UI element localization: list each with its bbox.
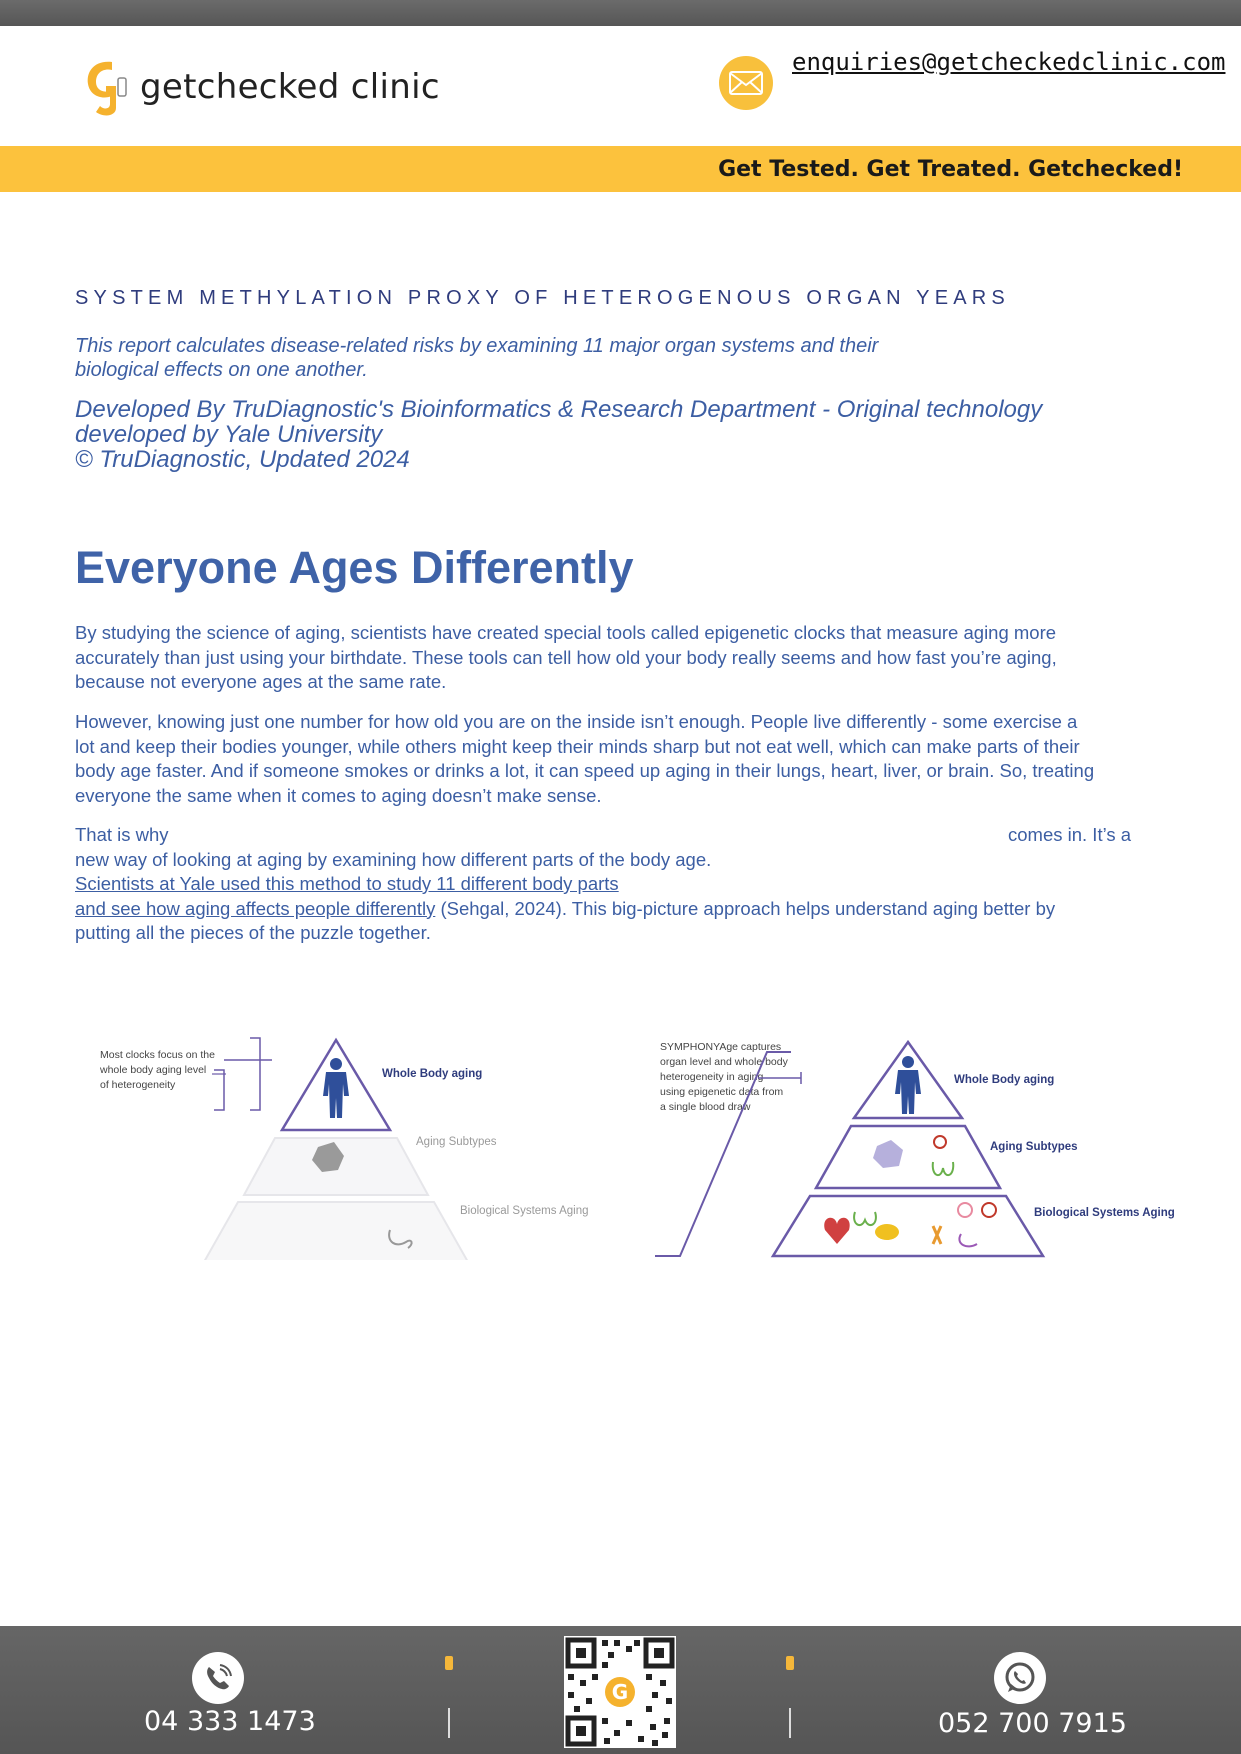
level-mid-label: Aging Subtypes: [416, 1136, 497, 1148]
figure-note-line: SYMPHONYAge captures: [660, 1041, 782, 1053]
paragraph-line: By studying the science of aging, scientists have created special tools called epigenetic clocks that measure aging more: [75, 622, 1057, 643]
logo-icon: [82, 56, 130, 118]
system-title: SYSTEM METHYLATION PROXY OF HETEROGENOUS ORGAN YEARS: [75, 287, 1010, 309]
paragraph-line: body age faster. And if someone smokes or drinks a lot, it can speed up aging in their lungs, heart, liver, or brain. So, treating: [75, 760, 1095, 781]
figure-note-line: Most clocks focus on the: [100, 1049, 215, 1061]
logo[interactable]: [82, 56, 440, 118]
developer-credit: [75, 397, 1105, 472]
whatsapp-button[interactable]: [994, 1652, 1046, 1704]
intro-line: biological effects on one another.: [75, 359, 368, 381]
figure-note-line: a single blood draw: [660, 1101, 751, 1113]
paragraph-line: new way of looking at aging by examining how different parts of the body age.: [75, 848, 712, 870]
level-bottom-label: Biological Systems Aging: [1034, 1207, 1175, 1219]
pyramid-left: [90, 1030, 610, 1260]
svg-text:G: G: [611, 1680, 629, 1704]
mail-button[interactable]: [719, 56, 773, 110]
paragraph-line: accurately than just using your birthdate. These tools can tell how old your body really seems and how fast you’re aging,: [75, 646, 1057, 668]
qr-code[interactable]: [564, 1636, 676, 1748]
figure-right: [655, 1030, 1175, 1270]
paragraph-2: [75, 710, 1185, 808]
intro-text: [75, 334, 975, 382]
level-top-label: Whole Body aging: [382, 1068, 483, 1080]
email-link[interactable]: enquiries@getcheckedclinic.com: [792, 48, 1226, 76]
figure-note-line: of heterogeneity: [100, 1079, 176, 1091]
paragraph-line: putting all the pieces of the puzzle together.: [75, 922, 431, 943]
developer-line: Developed By TruDiagnostic's Bioinformatics & Research Department - Original technology: [75, 396, 1043, 423]
paragraph-1: [75, 621, 1185, 695]
figure-note-line: organ level and whole body: [660, 1056, 788, 1068]
mail-icon: [729, 71, 763, 95]
paragraph-line: everyone the same when it comes to aging doesn’t make sense.: [75, 784, 602, 806]
paragraph-line: comes in. It’s a: [1008, 824, 1132, 845]
level-top-label: Whole Body aging: [954, 1074, 1055, 1086]
paragraph-line: because not everyone ages at the same rate.: [75, 671, 447, 692]
pyramid-right: [655, 1030, 1175, 1270]
figure-note-line: whole body aging level: [100, 1064, 207, 1076]
figure-note-line: using epigenetic data from: [660, 1086, 784, 1098]
paragraph-line: However, knowing just one number for how old you are on the inside isn’t enough. People live differently - some exercise a: [75, 711, 1078, 732]
whatsapp-number[interactable]: 052 700 7915: [938, 1708, 1127, 1739]
logo-text: getchecked clinic: [140, 67, 440, 107]
level-bottom-label: Biological Systems Aging: [460, 1205, 589, 1217]
footer-accent: [445, 1656, 453, 1670]
footer-accent: [786, 1656, 794, 1670]
yale-study-link[interactable]: Scientists at Yale used this method to study 11 different body parts: [75, 873, 619, 894]
figure-left: [90, 1030, 610, 1260]
section-heading: Everyone Ages Differently: [75, 542, 634, 593]
tagline-bar: [0, 146, 1241, 192]
paragraph-3: [75, 823, 1185, 946]
whatsapp-icon: [1002, 1660, 1038, 1696]
developer-line: © TruDiagnostic, Updated 2024: [75, 446, 410, 473]
phone-number[interactable]: 04 333 1473: [144, 1706, 316, 1737]
yale-study-link-cont[interactable]: and see how aging affects people differently: [75, 897, 436, 919]
top-strip: [0, 0, 1241, 26]
developer-line: developed by Yale University: [75, 421, 383, 448]
level-mid-label: Aging Subtypes: [990, 1141, 1078, 1153]
paragraph-line: (Sehgal, 2024). This big-picture approach helps understand aging better by: [435, 897, 1056, 919]
footer-divider: [789, 1708, 791, 1738]
qr-code-icon: [564, 1636, 676, 1748]
paragraph-line: lot and keep their bodies younger, while others might keep their minds sharp but not eat well, which can make parts of their: [75, 735, 1080, 757]
phone-icon: [203, 1663, 233, 1693]
phone-button[interactable]: [192, 1652, 244, 1704]
paragraph-line: That is why: [75, 824, 169, 845]
tagline: Get Tested. Get Treated. Getchecked!: [718, 156, 1183, 182]
figure-note-line: heterogeneity in aging: [660, 1071, 764, 1083]
footer-divider: [448, 1708, 450, 1738]
intro-line: This report calculates disease-related risks by examining 11 major organ systems and their: [75, 335, 879, 357]
